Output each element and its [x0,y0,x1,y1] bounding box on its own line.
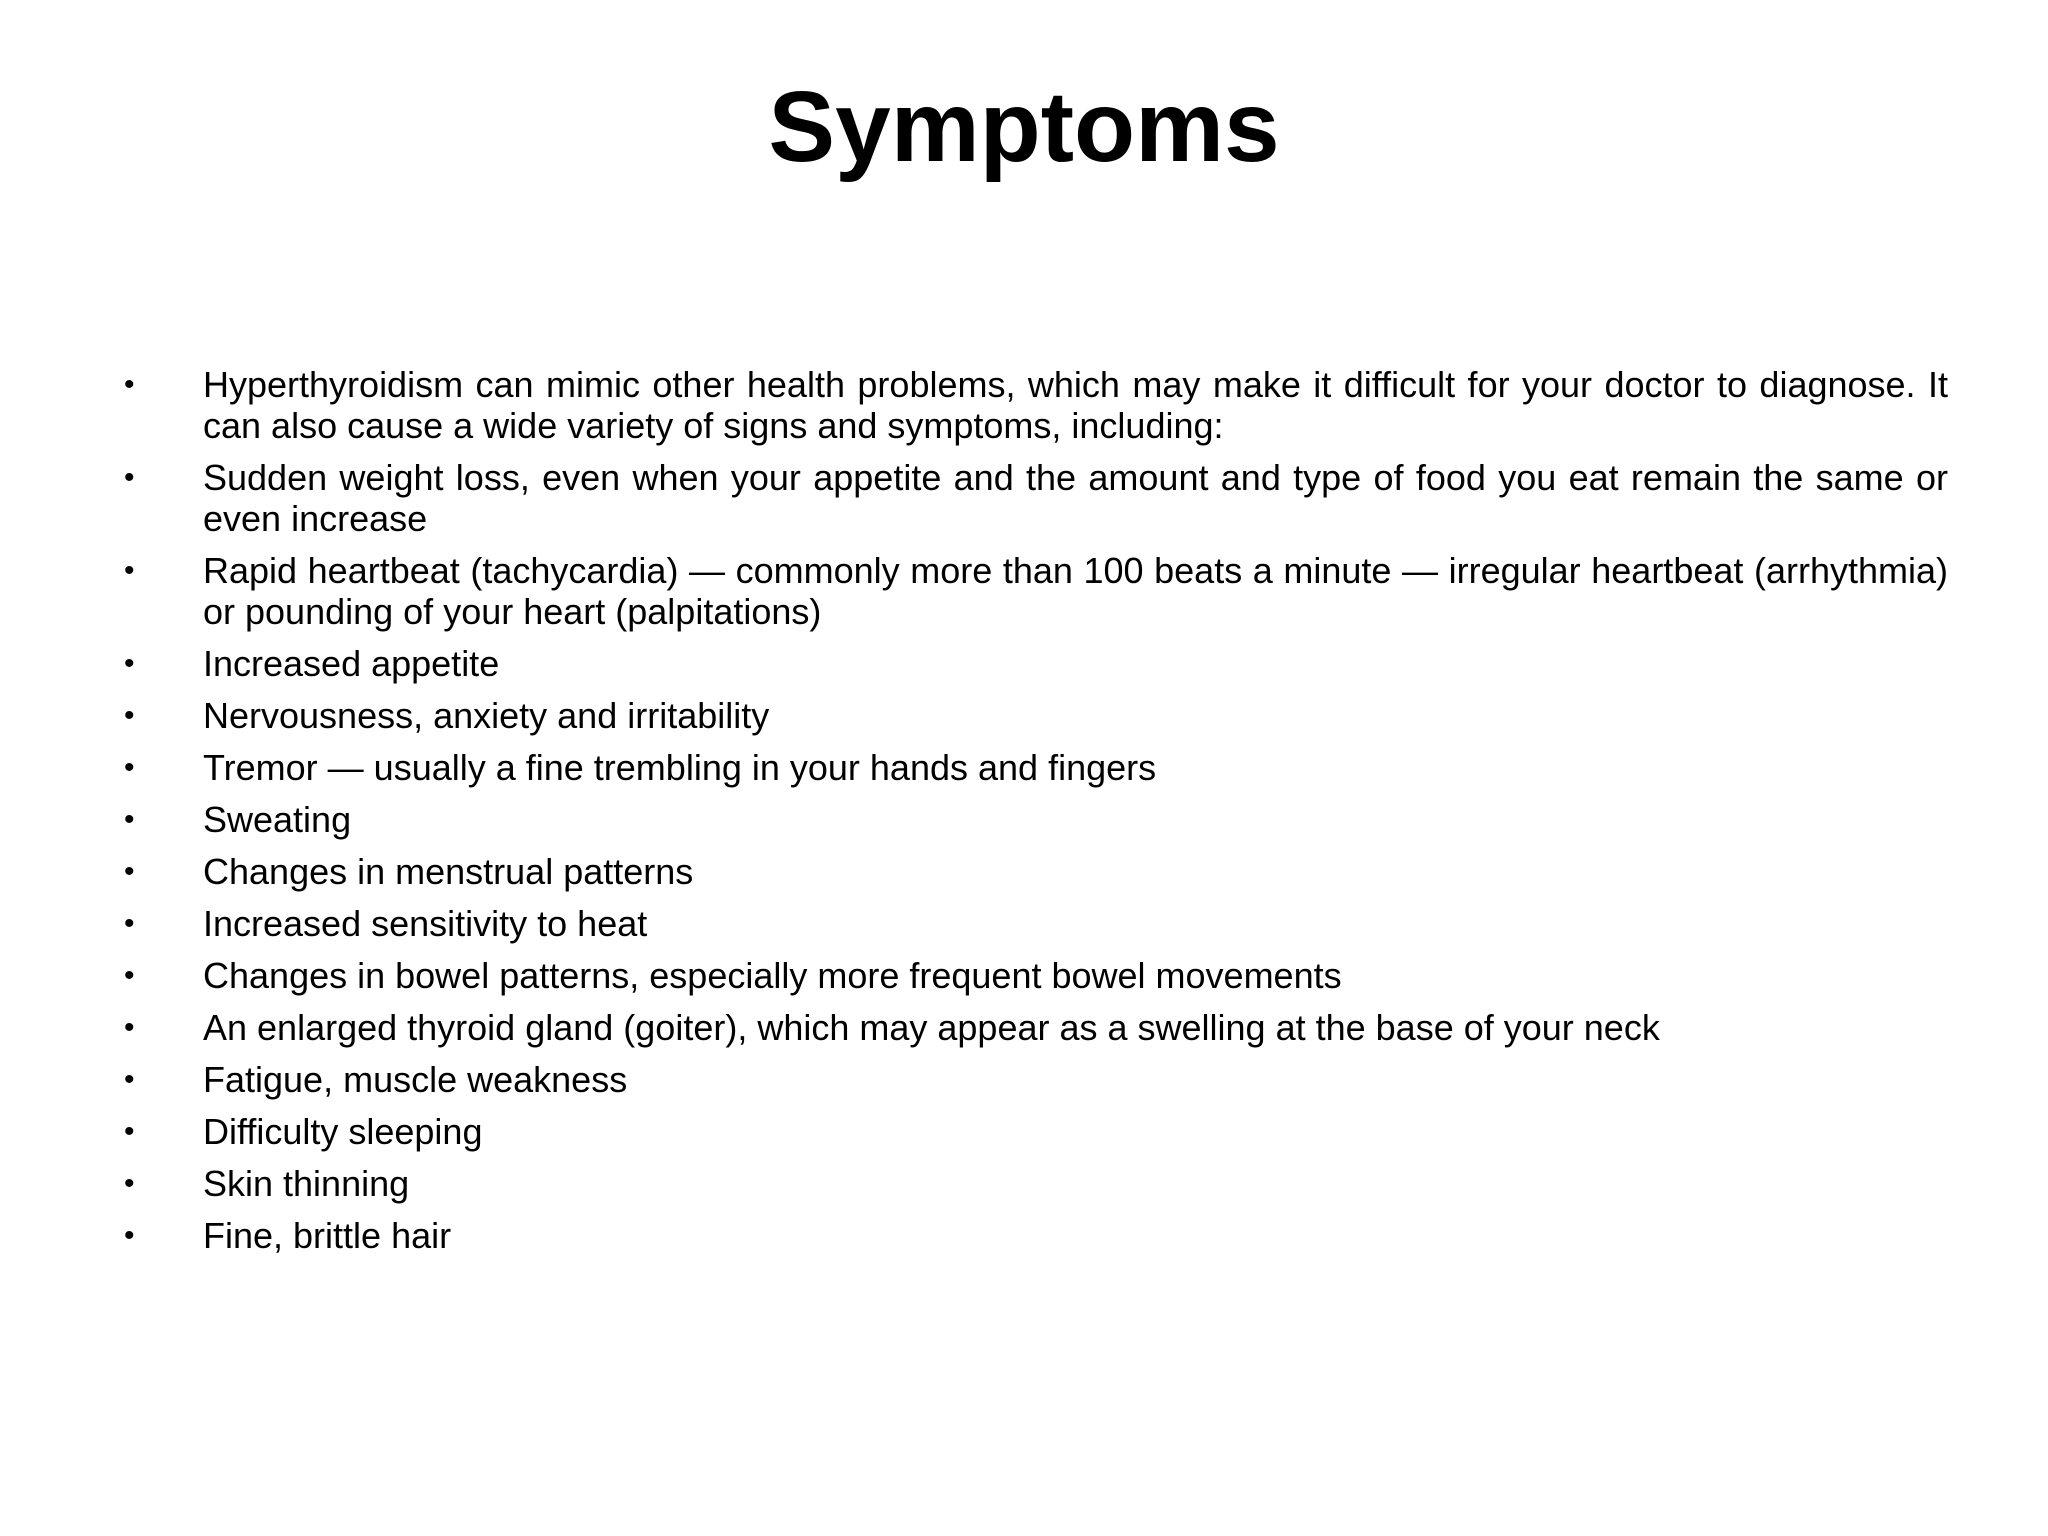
bullet-icon: • [124,461,135,494]
bullet-icon: • [124,1219,135,1252]
bullet-icon: • [124,855,135,888]
bullet-icon: • [124,959,135,992]
list-item [118,851,1948,892]
list-item-text: Hyperthyroidism can mimic other health problems, which may make it difficult for your doctor to diagnose. It can also cause a wide variety of signs and symptoms, including: [203,364,1948,446]
list-item [118,1215,1948,1256]
list-item [118,1163,1948,1204]
bullet-icon: • [124,554,135,587]
list-item-text: An enlarged thyroid gland (goiter), which may appear as a swelling at the base of your neck [203,1007,1660,1048]
list-item [118,799,1948,840]
list-item-text: Changes in bowel patterns, especially more frequent bowel movements [203,955,1342,996]
bullet-icon: • [124,699,135,732]
list-item-text: Fine, brittle hair [203,1215,452,1256]
list-item-text: Changes in menstrual patterns [203,851,694,892]
bullet-icon: • [124,1167,135,1200]
bullet-icon: • [124,1063,135,1096]
list-item [118,364,1948,446]
list-item-text: Increased sensitivity to heat [203,903,648,944]
list-item-text: Tremor — usually a fine trembling in your hands and fingers [203,747,1157,788]
bullet-icon: • [124,368,135,401]
list-item-text: Sudden weight loss, even when your appetite and the amount and type of food you eat remain the same or even increase [203,457,1948,539]
list-item-text: Skin thinning [203,1163,410,1204]
bullet-list [118,364,1948,1267]
bullet-icon: • [124,647,135,680]
bullet-icon: • [124,803,135,836]
list-item [118,695,1948,736]
bullet-icon: • [124,1011,135,1044]
list-item [118,903,1948,944]
bullet-icon: • [124,1115,135,1148]
list-item [118,1111,1948,1152]
list-item [118,955,1948,996]
list-item [118,747,1948,788]
list-item-text: Rapid heartbeat (tachycardia) — commonly more than 100 beats a minute — irregular heartbeat (arrhythmia) or pounding of your heart (palpitations) [203,550,1948,632]
list-item-text: Difficulty sleeping [203,1111,483,1152]
slide-title: Symptoms [768,71,1280,183]
list-item [118,1007,1948,1048]
list-item [118,550,1948,632]
list-item-text: Fatigue, muscle weakness [203,1059,628,1100]
list-item [118,457,1948,539]
list-item [118,643,1948,684]
list-item-text: Nervousness, anxiety and irritability [203,695,770,736]
list-item-text: Sweating [203,799,352,840]
bullet-icon: • [124,907,135,940]
bullet-icon: • [124,751,135,784]
list-item-text: Increased appetite [203,643,500,684]
list-item [118,1059,1948,1100]
